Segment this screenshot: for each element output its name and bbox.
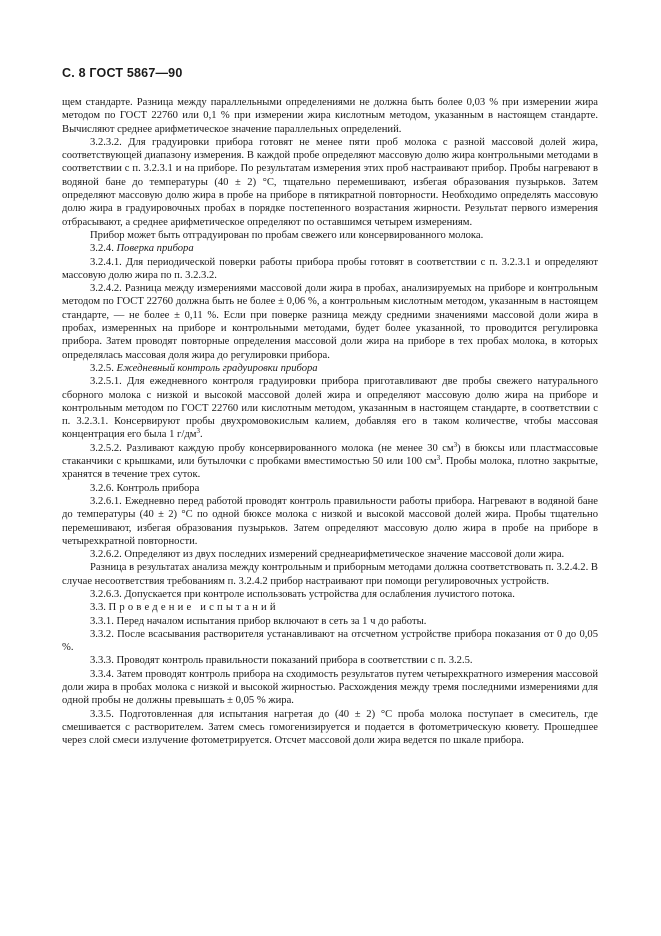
paragraph: 3.2.6.1. Ежедневно перед работой проводят контроль правильности работы прибора. Нагревают в водяной бане до температуры (40 ± 2) °С по одной бюксе молока с низкой и высокой массовой долей жира. Пробы тщательно перемешивают, избегая образования пузырьков. Затем определяют массовую долю жира в пробе на приборе в четырехкратной повторности. bbox=[62, 495, 598, 547]
paragraph: 3.3.4. Затем проводят контроль прибора на сходимость результатов путем четырехкратного измерения массовой доли жира в пробах молока с низкой и высокой жирностью. Расхождения между тремя последними измерениями для одной пробы не должны превышать ± 0,05 % жира. bbox=[62, 668, 598, 707]
paragraph: 3.2.4.2. Разница между измерениями массовой доли жира в пробах, анализируемых на приборе и контрольным методом по ГОСТ 22760 должна быть не более ± 0,06 %, а контрольным кислотным методом, указанным в настоящем стандарте, — не более ± 0,11 %. Если при поверке разница между средними значениями массовой доли жира в пробах, измеренных на приборе и контрольными методами, будет более указанной, то проводится регулировка прибора. Затем проводят повторные определения массовой доли жира на приборе в тех пробах молока, в которых определялась массовая доля жира до регулировки прибора. bbox=[62, 283, 598, 361]
paragraph: Разница в результатах анализа между контрольным и приборным методами должна соответствовать п. 3.2.4.2. В случае несоответствия требованиям п. 3.2.4.2 прибор настраивают при помощи регулировочных устройств. bbox=[62, 562, 598, 587]
document-page bbox=[62, 66, 598, 748]
section-heading: 3.2.6. Контроль прибора bbox=[90, 482, 200, 494]
paragraph: 3.3.2. После всасывания растворителя устанавливают на отсчетном устройстве прибора показания от 0 до 0,05 %. bbox=[62, 628, 598, 654]
paragraph: 3.2.5.1. Для ежедневного контроля градуировки прибора приготавливают две пробы свежего натурального сборного молока с низкой и высокой массовой долей жира и определяют массовую долю жира на приборе и контрольным методом по ГОСТ 22760 или кислотным методом, указанным в настоящем стандарте, в соответствии с п. 3.2.3.1. Консервируют пробы двухромовокислым калием, добавляя его в таком количестве, чтобы массовая концентрация его была 1 $г/дм^3$. bbox=[62, 376, 598, 441]
paragraph: 3.2.6.2. Определяют из двух последних измерений среднеарифметическое значение массовой доли жира. bbox=[90, 549, 565, 561]
paragraph: 3.2.6.3. Допускается при контроле использовать устройства для ослабления лучистого потока. bbox=[90, 588, 515, 600]
section-heading: 3.2.5. Ежедневный контроль градуировки прибора bbox=[90, 362, 318, 374]
page-header: С. 8 ГОСТ 5867—90 bbox=[62, 66, 183, 80]
paragraph: 3.3.5. Подготовленная для испытания нагретая до (40 ± 2) °С проба молока поступает в смеситель, где смешивается с растворителем. Затем смесь гомогенизируется и подается в фотометрическую кювету. Прошедшее через слой смеси излучение фотометрируется. Отсчет массовой доли жира ведется по шкале прибора. bbox=[62, 708, 598, 747]
section-heading: 3.3. Проведение испытаний bbox=[90, 602, 279, 614]
paragraph: Прибор может быть отградуирован по пробам свежего или консервированного молока. bbox=[90, 229, 484, 241]
paragraph: щем стандарте. Разница между параллельными определениями не должна быть более 0,03 % при измерении жира методом по ГОСТ 22760 или 0,1 % при измерении жира кислотным методом, указанным в настоящем стандарте. Вычисляют среднее арифметическое значение параллельных определений. bbox=[62, 97, 598, 135]
section-heading: 3.2.4. Поверка прибора bbox=[90, 243, 194, 255]
paragraph: 3.2.3.2. Для градуировки прибора готовят не менее пяти проб молока с разной массовой долей жира, соответствующей диапазону измерения. В каждой пробе определяют массовую долю жира контрольными методами в соответствии с п. 3.2.3.1 и на приборе. По результатам измерения этих проб настраивают прибор. Пробы нагревают в водяной бане до температуры (40 ± 2) °С, тщательно перемешивают, избегая образования пузырьков. Затем определяют массовую долю жира в пробе на приборе в пятикратной повторности. Необходимо определять массовую долю жира в градуировочных пробах в порядке постепенного возрастания жирности. Результат первого измерения отбрасывают, а среднее арифметическое определяют по оставшимся четырем измерениям. bbox=[62, 136, 598, 228]
document-body bbox=[62, 96, 598, 748]
paragraph: 3.3.1. Перед началом испытания прибор включают в сеть за 1 ч до работы. bbox=[90, 615, 427, 627]
paragraph: 3.3.3. Проводят контроль правильности показаний прибора в соответствии с п. 3.2.5. bbox=[90, 655, 473, 667]
paragraph: 3.2.4.1. Для периодической поверки работы прибора пробы готовят в соответствии с п. 3.2.3.1 и определяют массовую долю жира по п. 3.2.3.2. bbox=[62, 256, 598, 281]
paragraph: 3.2.5.2. Разливают каждую пробу консервированного молока (не менее 30 $см^3$) в бюксы или пластмассовые стаканчики с крышками, или бутылочки с пробками вместимостью 50 или 100 $см^3$. Пробы молока, плотно закрытые, хранятся в течение трех суток. bbox=[62, 440, 599, 481]
